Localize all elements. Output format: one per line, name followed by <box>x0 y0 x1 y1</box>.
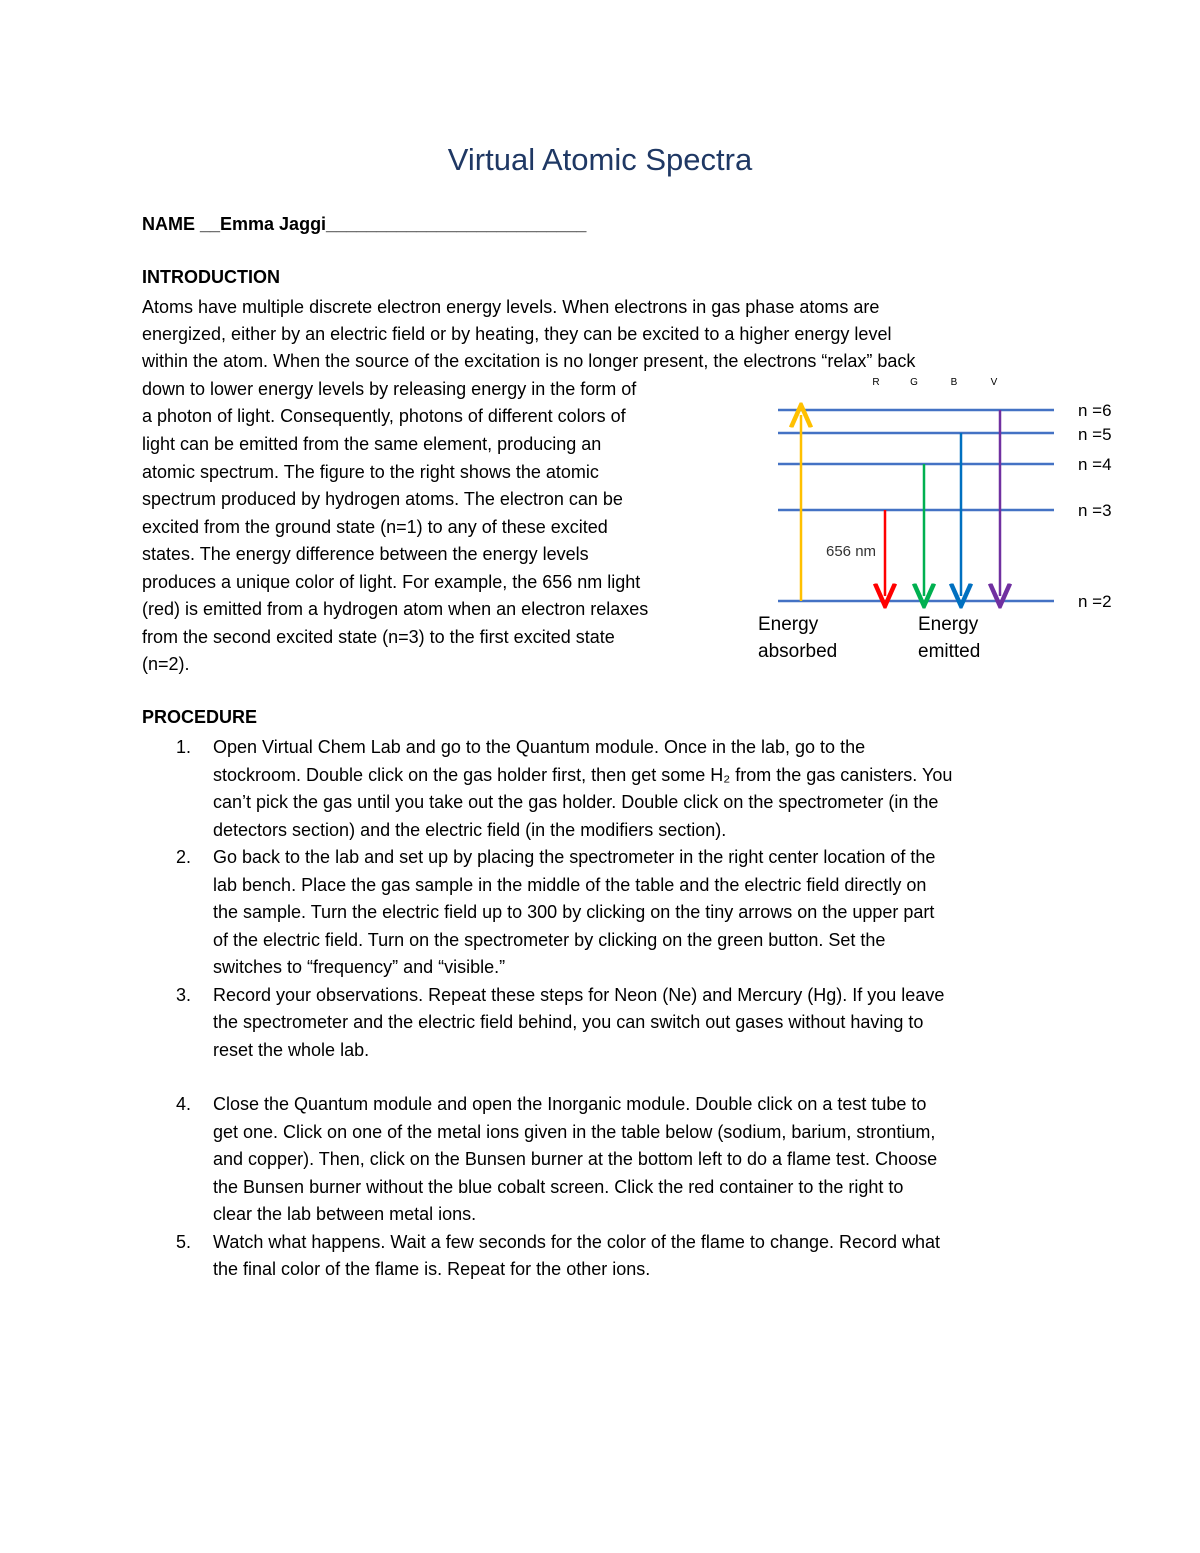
step-line: stockroom. Double click on the gas holder first, then get some H₂ from the gas canisters. You <box>213 764 953 785</box>
step-line: Close the Quantum module and open the Inorganic module. Double click on a test tube to <box>213 1094 927 1114</box>
step-line: the final color of the flame is. Repeat for the other ions. <box>213 1259 651 1279</box>
procedure-step <box>142 982 1062 1065</box>
level-label-n4: n =4 <box>1078 455 1112 474</box>
energy-emitted-label-line2: emitted <box>918 641 981 662</box>
procedure-step <box>142 734 1062 844</box>
procedure-step <box>142 1091 1062 1229</box>
step-number: 3. <box>176 984 192 1005</box>
intro-line: within the atom. When the source of the excitation is no longer present, the electrons “relax” back <box>142 351 916 371</box>
procedure-step <box>142 1229 1062 1284</box>
step-number: 5. <box>176 1231 192 1252</box>
step-line: lab bench. Place the gas sample in the middle of the table and the electric field directly on <box>213 874 927 895</box>
step-number: 4. <box>176 1094 192 1114</box>
step-line: reset the whole lab. <box>213 1039 370 1060</box>
intro-line: atomic spectrum. The figure to the right shows the atomic <box>142 462 599 482</box>
introduction-heading: INTRODUCTION <box>142 267 280 287</box>
step-line: Record your observations. Repeat these steps for Neon (Ne) and Mercury (Hg). If you leave <box>213 984 945 1005</box>
step-line: the Bunsen burner without the blue cobalt screen. Click the red container to the right to <box>213 1176 904 1197</box>
energy-absorbed-label-line2: absorbed <box>758 641 838 662</box>
intro-line: (n=2). <box>142 654 190 674</box>
procedure-list <box>142 734 1062 1284</box>
intro-line: states. The energy difference between the energy levels <box>142 544 589 564</box>
color-label-g: G <box>910 377 918 388</box>
procedure-heading: PROCEDURE <box>142 707 258 727</box>
hydrogen-energy-level-diagram <box>740 368 1140 678</box>
level-label-n2: n =2 <box>1078 592 1112 611</box>
level-label-n5: n =5 <box>1078 425 1112 444</box>
level-label-n6: n =6 <box>1078 401 1112 420</box>
step-number: 1. <box>176 737 192 757</box>
intro-line: down to lower energy levels by releasing energy in the form of <box>142 379 637 399</box>
step-line: Open Virtual Chem Lab and go to the Quantum module. Once in the lab, go to the <box>213 737 866 757</box>
color-label-r: R <box>872 377 880 388</box>
intro-line: a photon of light. Consequently, photons of different colors of <box>142 406 626 426</box>
procedure-step <box>142 844 1062 982</box>
step-line: switches to “frequency” and “visible.” <box>213 957 506 977</box>
name-field: NAME __Emma Jaggi__________________________ <box>142 214 587 234</box>
step-number: 2. <box>176 847 192 867</box>
wavelength-label: 656 nm <box>826 543 877 560</box>
step-line: can’t pick the gas until you take out the gas holder. Double click on the spectrometer (in the <box>213 792 939 812</box>
step-line: clear the lab between metal ions. <box>213 1204 477 1224</box>
intro-line: Atoms have multiple discrete electron energy levels. When electrons in gas phase atoms are <box>142 297 880 317</box>
step-line: of the electric field. Turn on the spectrometer by clicking on the green button. Set the <box>213 929 886 950</box>
color-label-b: B <box>950 377 958 388</box>
level-label-n3: n =3 <box>1078 501 1112 520</box>
step-line: and copper). Then, click on the Bunsen burner at the bottom left to do a flame test. Choose <box>213 1149 938 1169</box>
color-label-v: V <box>990 377 998 388</box>
page-title: Virtual Atomic Spectra <box>447 142 753 177</box>
energy-absorbed-label-line1: Energy <box>758 614 819 635</box>
step-line: Go back to the lab and set up by placing the spectrometer in the right center location of the <box>213 847 936 867</box>
energy-emitted-label-line1: Energy <box>918 614 979 635</box>
intro-line: produces a unique color of light. For example, the 656 nm light <box>142 572 641 592</box>
intro-line: light can be emitted from the same element, producing an <box>142 434 602 454</box>
step-line: the spectrometer and the electric field behind, you can switch out gases without having to <box>213 1012 924 1032</box>
intro-line: from the second excited state (n=3) to the first excited state <box>142 627 615 647</box>
step-line: get one. Click on one of the metal ions given in the table below (sodium, barium, strontium, <box>213 1121 936 1142</box>
intro-line: spectrum produced by hydrogen atoms. The electron can be <box>142 489 623 509</box>
intro-line: (red) is emitted from a hydrogen atom when an electron relaxes <box>142 599 649 619</box>
step-line: Watch what happens. Wait a few seconds for the color of the flame to change. Record what <box>213 1231 941 1252</box>
intro-line: energized, either by an electric field or by heating, they can be excited to a higher energy level <box>142 324 892 344</box>
step-line: the sample. Turn the electric field up to 300 by clicking on the tiny arrows on the upper part <box>213 902 935 922</box>
intro-line: excited from the ground state (n=1) to any of these excited <box>142 517 608 537</box>
step-line: detectors section) and the electric field (in the modifiers section). <box>213 819 727 840</box>
